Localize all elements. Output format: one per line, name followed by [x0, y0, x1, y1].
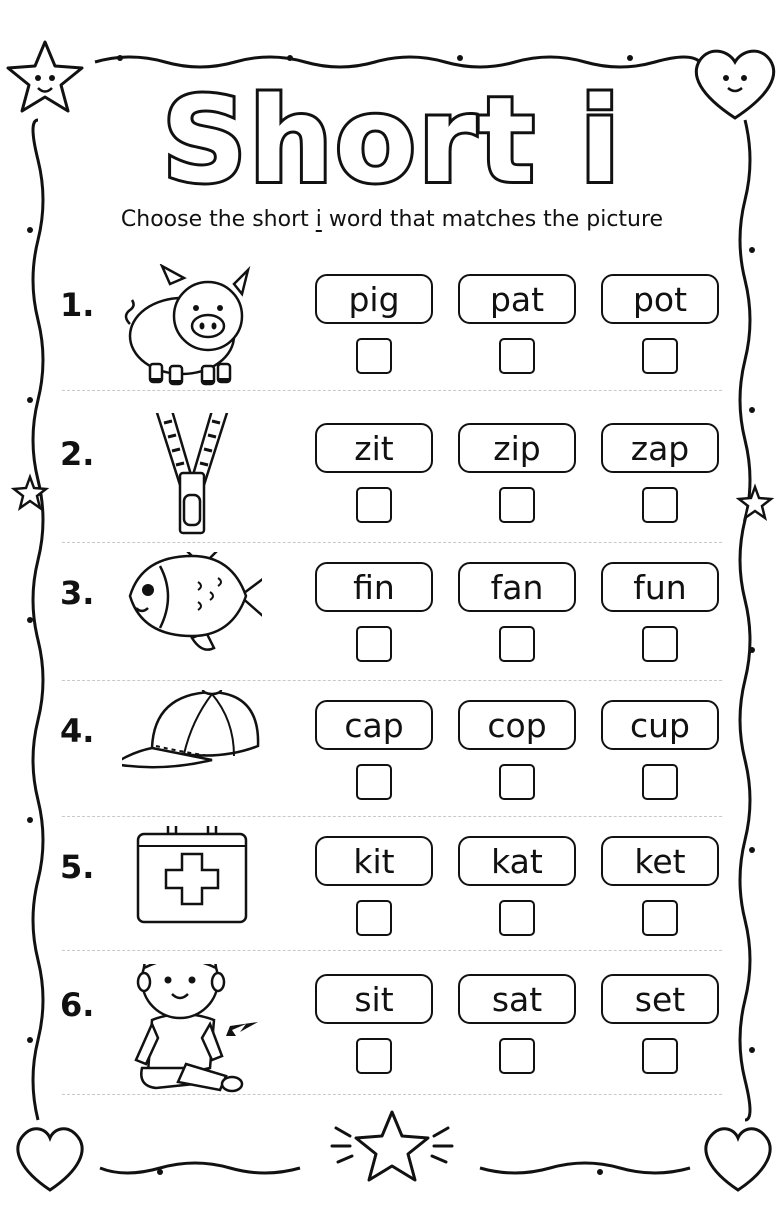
answer-checkbox[interactable]: [642, 764, 678, 800]
option-button[interactable]: kit: [315, 836, 433, 886]
row-divider: [62, 816, 722, 817]
question-number: 2.: [60, 435, 95, 473]
page-title: Short i: [161, 71, 623, 209]
row-divider: [62, 1094, 722, 1095]
option-button[interactable]: kat: [458, 836, 576, 886]
zipper-icon: [122, 413, 262, 543]
row-divider: [62, 950, 722, 951]
answer-checkbox[interactable]: [499, 338, 535, 374]
question-number: 3.: [60, 574, 95, 612]
answer-checkbox[interactable]: [499, 764, 535, 800]
answer-checkbox[interactable]: [642, 1038, 678, 1074]
instruction-text: [0, 204, 784, 236]
option-button[interactable]: cup: [601, 700, 719, 750]
answer-checkbox[interactable]: [642, 487, 678, 523]
option-button[interactable]: pig: [315, 274, 433, 324]
option-button[interactable]: zap: [601, 423, 719, 473]
answer-checkbox[interactable]: [499, 487, 535, 523]
question-row: [0, 274, 784, 412]
instruction-after: word that matches the picture: [321, 207, 664, 232]
pig-icon: [122, 264, 262, 394]
question-number: 4.: [60, 712, 95, 750]
question-row: [0, 974, 784, 1112]
option-button[interactable]: sat: [458, 974, 576, 1024]
answer-checkbox[interactable]: [499, 900, 535, 936]
question-number: 5.: [60, 848, 95, 886]
option-button[interactable]: fun: [601, 562, 719, 612]
instruction-before: Choose the short: [120, 207, 316, 232]
question-number: 1.: [60, 286, 95, 324]
answer-checkbox[interactable]: [356, 626, 392, 662]
row-divider: [62, 542, 722, 543]
question-row: [0, 423, 784, 561]
answer-checkbox[interactable]: [642, 338, 678, 374]
answer-checkbox[interactable]: [642, 626, 678, 662]
row-divider: [62, 680, 722, 681]
question-row: [0, 700, 784, 838]
answer-checkbox[interactable]: [499, 626, 535, 662]
heart-icon: [706, 1129, 770, 1190]
sitting-boy-icon: [122, 964, 262, 1094]
option-button[interactable]: zit: [315, 423, 433, 473]
row-divider: [62, 390, 722, 391]
option-button[interactable]: cop: [458, 700, 576, 750]
answer-checkbox[interactable]: [499, 1038, 535, 1074]
heart-icon: [18, 1129, 82, 1190]
instruction-letter: i: [315, 207, 322, 232]
option-button[interactable]: sit: [315, 974, 433, 1024]
option-button[interactable]: set: [601, 974, 719, 1024]
answer-checkbox[interactable]: [356, 764, 392, 800]
option-button[interactable]: fin: [315, 562, 433, 612]
fish-icon: [122, 552, 262, 682]
star-icon: [356, 1112, 428, 1180]
question-row: [0, 836, 784, 974]
answer-checkbox[interactable]: [356, 900, 392, 936]
option-button[interactable]: cap: [315, 700, 433, 750]
option-button[interactable]: pat: [458, 274, 576, 324]
option-button[interactable]: fan: [458, 562, 576, 612]
option-button[interactable]: zip: [458, 423, 576, 473]
first-aid-kit-icon: [122, 826, 262, 956]
answer-checkbox[interactable]: [356, 338, 392, 374]
question-number: 6.: [60, 986, 95, 1024]
arrow-icon: [226, 1022, 258, 1036]
answer-checkbox[interactable]: [356, 1038, 392, 1074]
cap-icon: [122, 690, 262, 820]
option-button[interactable]: pot: [601, 274, 719, 324]
option-button[interactable]: ket: [601, 836, 719, 886]
answer-checkbox[interactable]: [356, 487, 392, 523]
answer-checkbox[interactable]: [642, 900, 678, 936]
